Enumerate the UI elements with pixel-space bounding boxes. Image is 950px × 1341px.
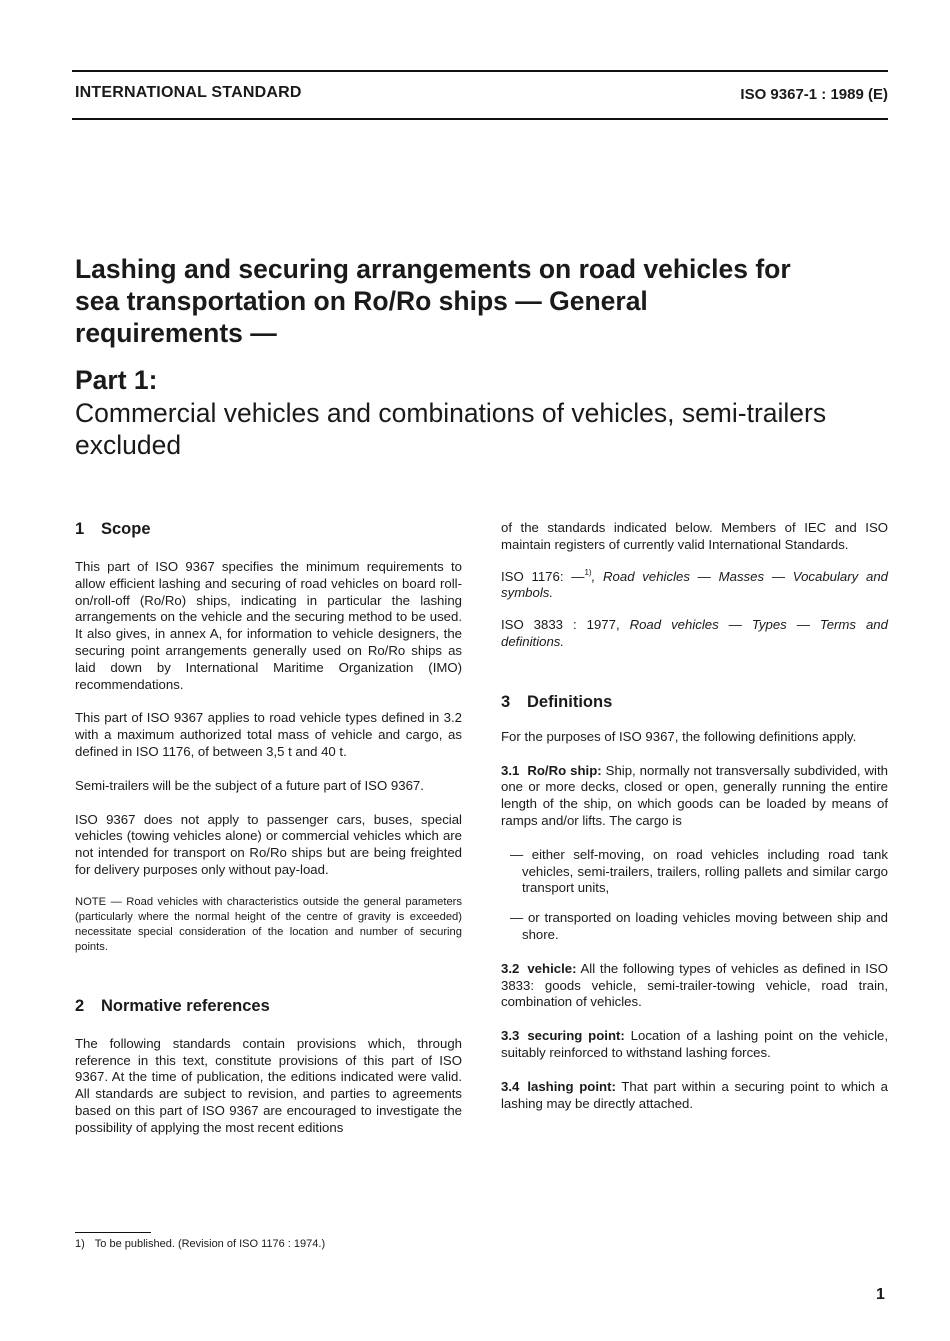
scope-heading (75, 520, 462, 539)
title-line-1: Lashing and securing arrangements on road vehicles for (75, 254, 791, 284)
reference-title: , Road vehicles — Masses — Vocabulary and symbols. (501, 568, 889, 601)
reference-title: Road vehicles — Types — Terms and definitions. (501, 617, 888, 649)
reference-iso-1176 (501, 569, 888, 603)
part-label: Part 1: (75, 365, 158, 395)
page-number: 1 (876, 1286, 885, 1303)
title-line-3: requirements — (75, 318, 277, 348)
normative-paragraph: The following standards contain provisions which, through reference in this text, constitute provisions of this part of ISO 9367. At the time of publication, the editions indicated were valid. All standards are subject to revision, and parties to agreements based on this part of ISO 9367 are encouraged to investigate the possibility of applying the most recent editions (75, 1035, 462, 1135)
definition-text: Ship, normally not transversally subdivided, with one or more decks, closed or open, generally running the entire length of the ship, on which goods can be loaded by means of ramps and/or lifts. The cargo is (501, 762, 888, 828)
definition-ro-ro-ship (501, 763, 888, 830)
header-standard-number: ISO 9367-1 : 1989 (E) (740, 86, 888, 103)
normative-references-heading (75, 997, 462, 1016)
scope-paragraph: ISO 9367 does not apply to passenger cars, buses, special vehicles (towing vehicles alone) or commercial vehicles which are not intended for transport on Ro/Ro ships but are being freighted for delivery purposes only without pay-load. (75, 811, 462, 877)
document-subtitle (75, 397, 905, 461)
definition-text: All the following types of vehicles as defined in ISO 3833: goods vehicle, semi-trailer-towing vehicle, road train, combination of vehicles. (501, 960, 888, 1010)
section-number: 2 (75, 996, 85, 1015)
section-title: Scope (101, 520, 151, 538)
scope-paragraph: Semi-trailers will be the subject of a future part of ISO 9367. (75, 777, 424, 793)
definition-text: Location of a lashing point on the vehicle, suitably reinforced to withstand lashing forces. (501, 1028, 888, 1060)
document-title (75, 253, 895, 349)
scope-note: NOTE — Road vehicles with characteristics outside the general parameters (particularly where the normal height of the centre of gravity is exceeded) necessitate special consideration of the location and number of securing points. (75, 895, 462, 953)
section-number: 1 (75, 520, 85, 538)
header-standard-label: INTERNATIONAL STANDARD (75, 84, 302, 101)
definition-number: 3.2 (501, 960, 520, 976)
definition-term: vehicle: (527, 960, 577, 976)
reference-code: ISO 3833 : 1977, (501, 617, 630, 633)
normative-paragraph-continued: of the standards indicated below. Members of IEC and ISO maintain registers of currently valid International Standards. (501, 520, 888, 552)
definitions-intro: For the purposes of ISO 9367, the following definitions apply. (501, 728, 857, 744)
footnote-number: 1) (75, 1238, 85, 1250)
scope-paragraph: This part of ISO 9367 specifies the minimum requirements to allow efficient lashing and securing of road vehicles on board roll-on/roll-off (Ro/Ro) ships, indicating in particular the lashing arrangements on the vehicle and the securing method to be used. It also gives, in annex A, for information to vehicle designers, the securing point arrangements generally used on Ro/Ro ships as laid down by International Maritime Organization (IMO) recommendations. (75, 559, 462, 692)
right-column (501, 520, 888, 1112)
list-item: — either self-moving, on road vehicles including road tank vehicles, semi-trailers, trailers, rolling pallets and similar cargo transport units, (510, 846, 888, 896)
definitions-heading (501, 693, 888, 712)
section-title: Normative references (101, 996, 270, 1015)
list-item: — or transported on loading vehicles moving between ship and shore. (510, 910, 888, 942)
footnote (75, 1238, 325, 1250)
title-line-2: sea transportation on Ro/Ro ships — General (75, 286, 648, 316)
header-bottom-rule (72, 118, 888, 120)
footnote-marker[interactable]: 1) (584, 567, 592, 577)
section-title: Definitions (527, 692, 613, 711)
definition-term: lashing point: (527, 1078, 616, 1094)
definition-term: Ro/Ro ship: (527, 762, 602, 778)
definition-number: 3.3 (501, 1028, 520, 1044)
definition-number: 3.4 (501, 1078, 520, 1094)
definition-number: 3.1 (501, 762, 520, 778)
footnote-rule (75, 1232, 151, 1233)
left-column (75, 520, 462, 1137)
definition-securing-point (501, 1028, 888, 1062)
definition-vehicle (501, 961, 888, 1011)
definition-lashing-point (501, 1079, 888, 1113)
subtitle-line-1: Commercial vehicles and combinations of vehicles, semi-trailers (75, 398, 827, 428)
header-top-rule (72, 70, 888, 72)
subtitle-line-2: excluded (75, 430, 182, 460)
definition-text: That part within a securing point to which a lashing may be directly attached. (501, 1078, 888, 1111)
reference-iso-3833 (501, 617, 888, 651)
scope-paragraph: This part of ISO 9367 applies to road vehicle types defined in 3.2 with a maximum authorized total mass of vehicle and cargo, as defined in ISO 1176, of between 3,5 t and 40 t. (75, 710, 462, 759)
footnote-text: To be published. (Revision of ISO 1176 : 1974.) (94, 1238, 326, 1250)
definition-term: securing point: (527, 1028, 625, 1044)
section-number: 3 (501, 692, 511, 711)
reference-code: ISO 1176: — (501, 568, 585, 584)
